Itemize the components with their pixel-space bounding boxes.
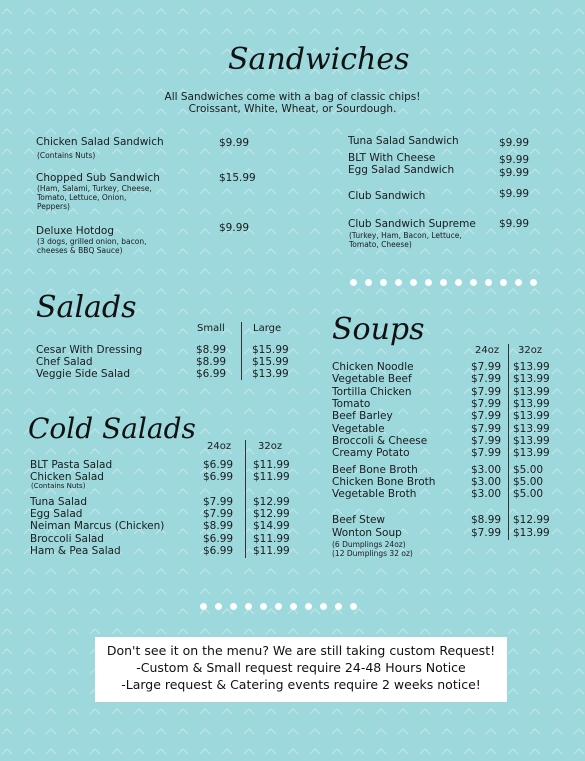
soup-price: $7.99 — [471, 386, 502, 398]
cold-salad-note: (Contains Nuts) — [31, 482, 86, 490]
column-divider — [245, 440, 246, 558]
cold-salads-title: Cold Salads — [28, 412, 196, 445]
sandwiches-intro-line2: Croissant, White, Wheat, or Sourdough. — [188, 103, 397, 115]
cold-salad-item: BLT Pasta Salad — [30, 459, 113, 471]
soup-price: $7.99 — [471, 423, 502, 435]
soup-price: $7.99 — [471, 398, 502, 410]
soup-price: $7.99 — [471, 435, 502, 447]
sandwich-note: Peppers) — [37, 202, 70, 211]
soup-price: $7.99 — [471, 361, 502, 373]
cold-salad-price: $11.99 — [253, 459, 290, 471]
notice-line-1: Don't see it on the menu? We are still taking custom Request! — [106, 643, 496, 658]
cold-salad-price: $6.99 — [203, 459, 234, 471]
sandwich-note: cheeses & BBQ Sauce) — [37, 246, 123, 255]
soup-price: $5.00 — [513, 464, 544, 476]
soup-item: Broccoli & Cheese — [332, 435, 428, 447]
soup-item: Tortilla Chicken — [332, 386, 412, 398]
cold-salads-col-24oz: 24oz — [207, 441, 232, 452]
notice-line-2: -Custom & Small request require 24-48 Hours Notice — [136, 660, 466, 675]
salads-title: Salads — [36, 290, 137, 325]
sandwich-item-blt-cheese: BLT With Cheese — [348, 152, 436, 164]
sandwich-note: (Ham, Salami, Turkey, Cheese, — [37, 184, 152, 193]
soup-price: $5.00 — [513, 488, 544, 500]
soup-item: Vegetable Beef — [332, 373, 412, 385]
salad-item: Chef Salad — [36, 356, 93, 368]
custom-request-notice — [95, 637, 507, 702]
cold-salad-item: Ham & Pea Salad — [30, 545, 121, 557]
soups-title: Soups — [332, 312, 425, 347]
dot-divider — [350, 279, 537, 286]
sandwich-price: $9.99 — [499, 218, 530, 230]
soup-price: $13.99 — [513, 447, 550, 459]
soups-col-32oz: 32oz — [518, 345, 543, 356]
soup-price: $13.99 — [513, 398, 550, 410]
column-divider — [508, 344, 509, 540]
soup-item: Beef Stew — [332, 514, 385, 526]
sandwich-price: $9.99 — [219, 137, 250, 149]
cold-salad-price: $14.99 — [253, 520, 290, 532]
sandwich-price: $9.99 — [499, 167, 530, 179]
soup-price: $7.99 — [471, 373, 502, 385]
soup-item: Beef Barley — [332, 410, 393, 422]
sandwich-note: (3 dogs, grilled onion, bacon, — [37, 237, 147, 246]
salads-col-large: Large — [253, 323, 282, 334]
cold-salad-price: $11.99 — [253, 471, 290, 483]
cold-salad-price: $12.99 — [253, 496, 290, 508]
sandwich-item-deluxe-hotdog: Deluxe Hotdog — [36, 225, 114, 237]
soup-price: $5.00 — [513, 476, 544, 488]
sandwich-price: $9.99 — [499, 154, 530, 166]
soup-price: $13.99 — [513, 410, 550, 422]
sandwich-note: (Contains Nuts) — [37, 151, 96, 160]
soup-price: $13.99 — [513, 435, 550, 447]
salad-price: $6.99 — [196, 368, 227, 380]
salad-price: $13.99 — [252, 368, 289, 380]
soups-col-24oz: 24oz — [475, 345, 500, 356]
soup-price: $12.99 — [513, 514, 550, 526]
sandwich-price: $9.99 — [499, 137, 530, 149]
sandwich-item-club-supreme: Club Sandwich Supreme — [348, 218, 476, 230]
cold-salad-price: $7.99 — [203, 496, 234, 508]
cold-salad-item: Egg Salad — [30, 508, 83, 520]
cold-salad-item: Chicken Salad — [30, 471, 104, 483]
cold-salad-price: $6.99 — [203, 533, 234, 545]
sandwich-item-egg-salad: Egg Salad Sandwich — [348, 164, 455, 176]
soup-item: Tomato — [332, 398, 371, 410]
cold-salads-col-32oz: 32oz — [258, 441, 283, 452]
soup-price: $7.99 — [471, 410, 502, 422]
soup-price: $13.99 — [513, 423, 550, 435]
sandwich-item-club: Club Sandwich — [348, 190, 426, 202]
salads-col-small: Small — [197, 323, 225, 334]
soup-price: $3.00 — [471, 464, 502, 476]
cold-salad-price: $6.99 — [203, 545, 234, 557]
column-divider — [241, 322, 242, 380]
sandwiches-intro-line1: All Sandwiches come with a bag of classic chips! — [164, 91, 421, 103]
salad-price: $15.99 — [252, 344, 289, 356]
soup-item: Vegetable Broth — [332, 488, 417, 500]
soup-note: (12 Dumplings 32 oz) — [332, 549, 413, 558]
sandwich-note: Tomato, Lettuce, Onion, — [37, 193, 127, 202]
sandwich-price: $15.99 — [219, 172, 256, 184]
salad-item: Cesar With Dressing — [36, 344, 143, 356]
sandwich-note: (Turkey, Ham, Bacon, Lettuce, — [349, 231, 462, 240]
cold-salad-price: $6.99 — [203, 471, 234, 483]
sandwich-item-chicken-salad: Chicken Salad Sandwich — [36, 136, 164, 148]
soup-price: $3.00 — [471, 476, 502, 488]
cold-salad-item: Tuna Salad — [30, 496, 88, 508]
salad-price: $8.99 — [196, 356, 227, 368]
notice-line-3: -Large request & Catering events require 2 weeks notice! — [121, 677, 481, 692]
cold-salad-price: $11.99 — [253, 545, 290, 557]
cold-salad-item: Neiman Marcus (Chicken) — [30, 520, 165, 532]
sandwich-price: $9.99 — [219, 222, 250, 234]
sandwich-note: Tomato, Cheese) — [349, 240, 412, 249]
soup-price: $8.99 — [471, 514, 502, 526]
soup-item: Chicken Bone Broth — [332, 476, 436, 488]
soup-price: $3.00 — [471, 488, 502, 500]
soup-note: (6 Dumplings 24oz) — [332, 540, 406, 549]
soup-item: Beef Bone Broth — [332, 464, 418, 476]
sandwich-price: $9.99 — [499, 188, 530, 200]
salad-item: Veggie Side Salad — [36, 368, 131, 380]
soup-price: $7.99 — [471, 527, 502, 539]
soup-price: $13.99 — [513, 527, 550, 539]
soup-price: $13.99 — [513, 361, 550, 373]
soup-price: $13.99 — [513, 386, 550, 398]
sandwiches-title: Sandwiches — [228, 42, 410, 77]
cold-salad-price: $8.99 — [203, 520, 234, 532]
cold-salad-price: $11.99 — [253, 533, 290, 545]
cold-salad-price: $12.99 — [253, 508, 290, 520]
sandwich-item-tuna-salad: Tuna Salad Sandwich — [348, 135, 459, 147]
cold-salad-item: Broccoli Salad — [30, 533, 104, 545]
soup-item: Wonton Soup — [332, 527, 402, 539]
soup-item: Vegetable — [332, 423, 385, 435]
dot-divider — [200, 603, 357, 610]
salad-price: $8.99 — [196, 344, 227, 356]
soup-price: $13.99 — [513, 373, 550, 385]
soup-item: Creamy Potato — [332, 447, 410, 459]
soup-price: $7.99 — [471, 447, 502, 459]
sandwich-item-chopped-sub: Chopped Sub Sandwich — [36, 172, 160, 184]
soup-item: Chicken Noodle — [332, 361, 414, 373]
cold-salad-price: $7.99 — [203, 508, 234, 520]
salad-price: $15.99 — [252, 356, 289, 368]
